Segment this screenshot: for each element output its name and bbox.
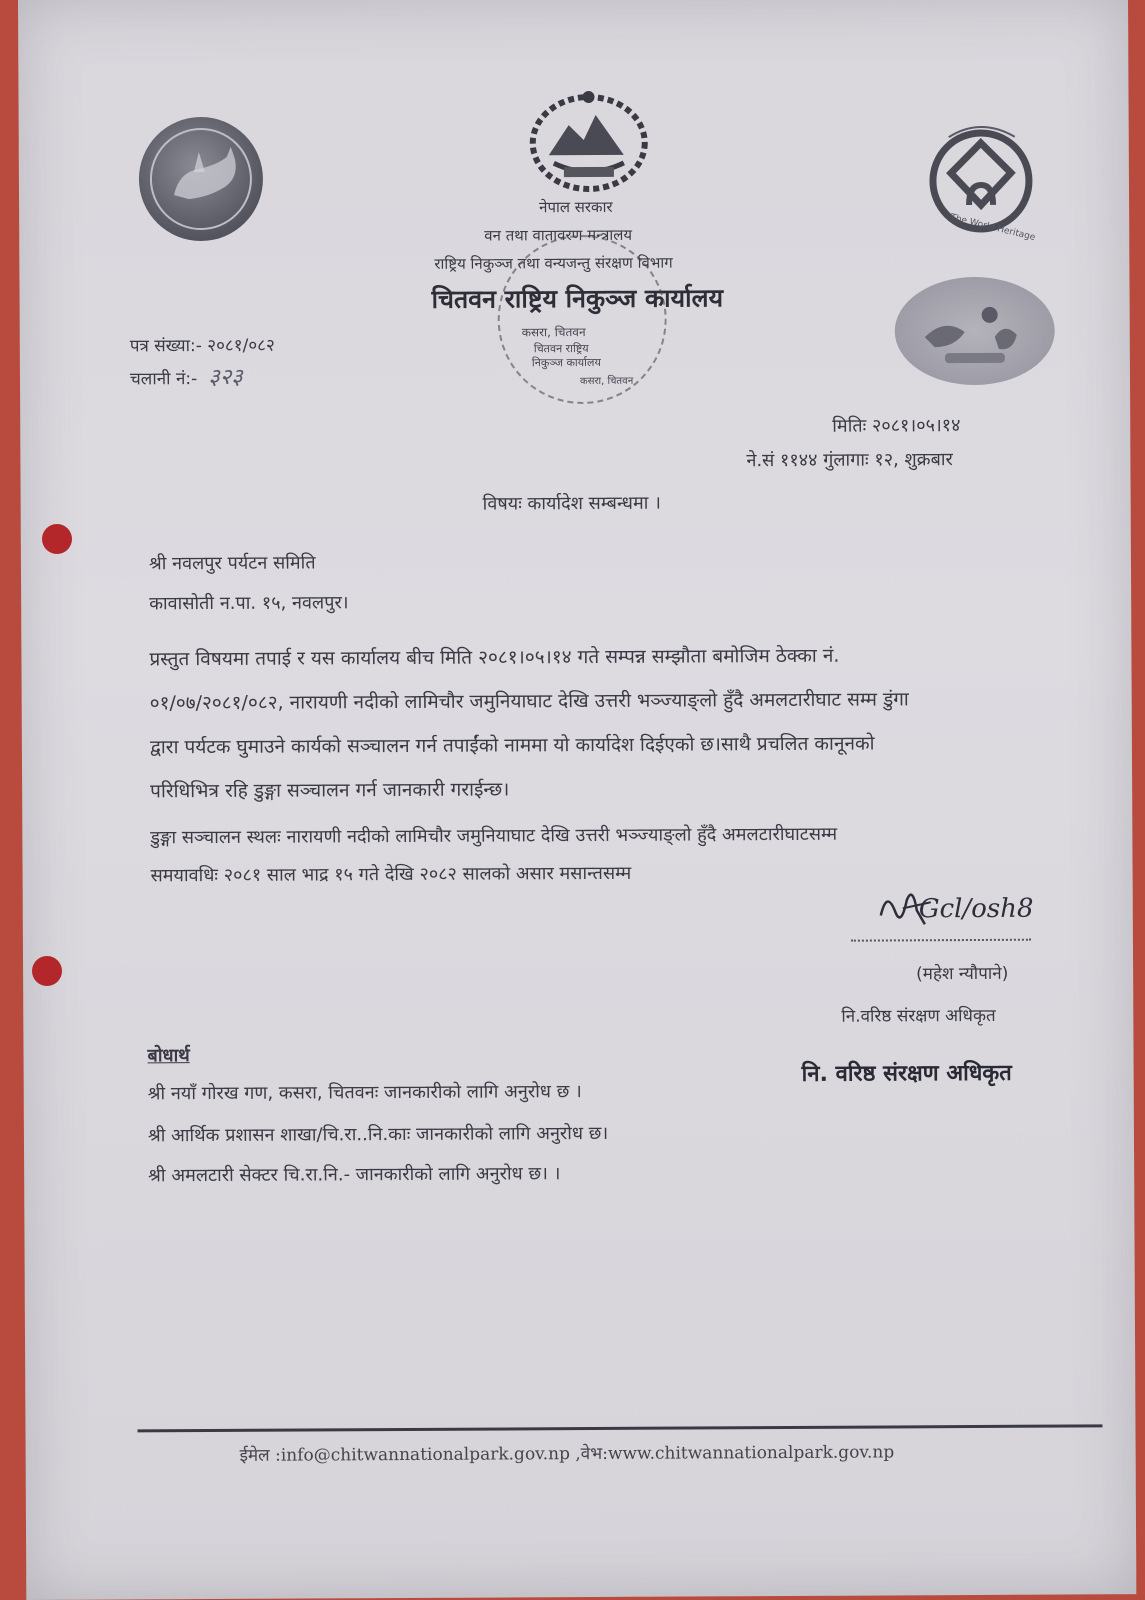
punch-hole-bottom (32, 956, 62, 986)
world-heritage-logo (919, 115, 1050, 246)
body-line-3: द्वारा पर्यटक घुमाउने कार्यको सञ्चालन गर्न तपाईंको नाममा यो कार्यादेश दिईएको छ।साथै प्रचलित कानूनको (149, 732, 875, 759)
body-line-2: ०१/०७/२०८१/०८२, नारायणी नदीको लामिचौर जमुनियाघाट देखि उत्तरी भञ्ज्याङ्लो हुँदै अमलटारीघाट सम्म डुंगा (149, 688, 909, 715)
letter-paper (18, 0, 1136, 1600)
cc-item-3: श्री अमलटारी सेक्टर चि.रा.नि.- जानकारीको लागि अनुरोध छ। । (148, 1163, 561, 1187)
recipient-address: कावासोती न.पा. १५, नवलपुर। (149, 592, 349, 615)
body-line-4: परिधिभित्र रहि डुङ्गा सञ्चालन गर्न जानकारी गराईन्छ। (150, 778, 510, 803)
signatory-title: नि.वरिष्ठ संरक्षण अधिकृत (841, 1005, 996, 1027)
signatory-stamp: नि. वरिष्ठ संरक्षण अधिकृत (801, 1060, 1012, 1087)
cc-item-1: श्री नयाँ गोरख गण, कसरा, चितवनः जानकारीको लागि अनुरोध छ । (147, 1081, 582, 1105)
cc-heading: बोधार्थ (147, 1045, 190, 1067)
office-seal (497, 235, 667, 405)
signature-text: Gcl/osh8 (918, 893, 1034, 925)
body-line-1: प्रस्तुत विषयमा तपाई र यस कार्यालय बीच मिति २०८१।०५।१४ गते सम्पन्न सम्झौता बमोजिम ठेक्का नं. (149, 644, 840, 671)
body-paragraph (149, 633, 909, 813)
signature-scribble (873, 880, 1053, 941)
date-bs: मितिः २०८१।०५।१४ (832, 415, 961, 437)
recipient-name: श्री नवलपुर पर्यटन समिति (148, 552, 316, 575)
ministry-name: वन तथा वातावरण मन्त्रालय (484, 225, 633, 245)
footer-rule (137, 1424, 1102, 1432)
seal-line-2: चितवन राष्ट्रिय (533, 342, 589, 356)
signature-dotted-line (851, 939, 1031, 942)
dispatch-row (129, 361, 243, 392)
animals-icon (894, 277, 1055, 386)
punch-hole-top (42, 524, 72, 554)
department-name: राष्ट्रिय निकुञ्ज तथा वन्यजन्तु संरक्षण विभाग (434, 253, 673, 273)
world-heritage-text: The World Heritage (949, 212, 1037, 244)
letter-number: पत्र संख्या:- २०८१/०८२ (129, 335, 275, 357)
operation-duration: समयावधिः २०८१ साल भाद्र १५ गते देखि २०८२ सालको असार मसान्तसम्म (150, 862, 632, 887)
signatory-name: (महेश न्यौपाने) (916, 963, 1009, 985)
rhino-icon (139, 117, 264, 242)
subject-line: विषयः कार्यादेश सम्बन्धमा । (482, 492, 662, 515)
nepal-coat-of-arms-icon (523, 85, 654, 196)
chitwan-national-park-logo (139, 117, 264, 242)
seal-line-3: निकुञ्ज कार्यालय (531, 355, 601, 370)
cc-item-2: श्री आर्थिक प्रशासन शाखा/चि.रा..नि.काः जानकारीको लागि अनुरोध छ। (147, 1122, 609, 1147)
office-name: चितवन राष्ट्रिय निकुञ्ज कार्यालय (431, 283, 724, 314)
seal-line-4: कसरा, चितवन (579, 375, 634, 388)
nepal-emblem (523, 85, 654, 196)
footer-contact: ईमेल :info@chitwannationalpark.gov.np ,वेभ:www.chitwannationalpark.gov.np (239, 1442, 895, 1466)
date-ns: ने.सं ११४४ गुंलागाः १२, शुक्रबार (746, 449, 953, 472)
conservation-logo (894, 277, 1055, 386)
dispatch-number: ३२३ (208, 364, 243, 391)
seal-line-1: कसरा, चितवन (521, 325, 586, 340)
operation-location: डुङ्गा सञ्चालन स्थलः नारायणी नदीको लामिचौर जमुनियाघाट देखि उत्तरी भञ्ज्याङ्लो हुँदै अमलटारीघाटसम्म (150, 823, 838, 849)
gov-name: नेपाल सरकार (539, 197, 613, 217)
dispatch-label: चलानी नं:- (129, 369, 198, 390)
